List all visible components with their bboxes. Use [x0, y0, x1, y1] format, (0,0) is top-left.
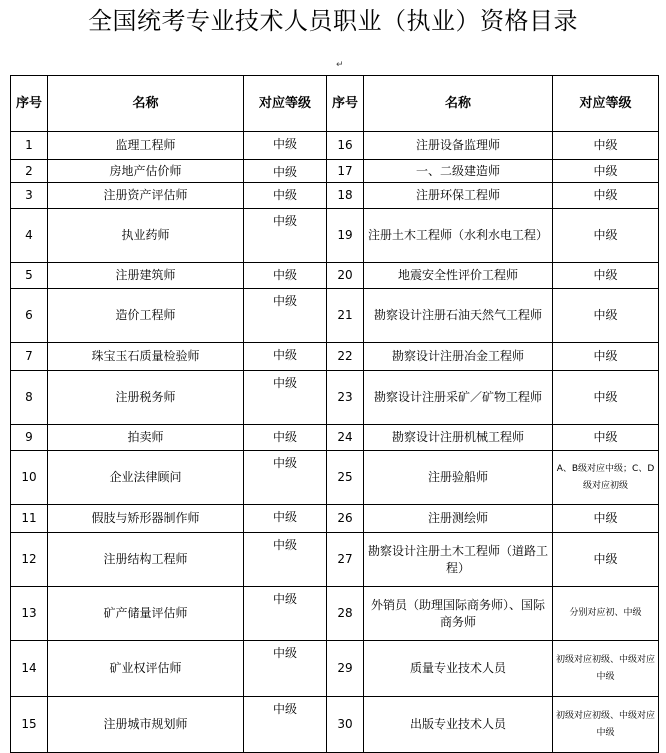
row-number: 22	[327, 343, 364, 371]
level-cell: 中级	[244, 289, 327, 343]
table-row	[11, 160, 659, 183]
level-cell: 中级	[244, 587, 327, 641]
table-row	[11, 183, 659, 209]
qualification-name: 出版专业技术人员	[364, 697, 553, 753]
qualification-name: 矿产储量评估师	[48, 587, 244, 641]
qualification-name: 注册设备监理师	[364, 132, 553, 160]
qualification-name: 勘察设计注册石油天然气工程师	[364, 289, 553, 343]
row-number: 19	[327, 209, 364, 263]
qualification-name: 地震安全性评价工程师	[364, 263, 553, 289]
level-cell: 中级	[244, 263, 327, 289]
level-cell: 中级	[553, 209, 659, 263]
table-row	[11, 641, 659, 697]
row-number: 2	[11, 160, 48, 183]
level-cell: 中级	[244, 371, 327, 425]
table-row	[11, 263, 659, 289]
level-cell: 中级	[553, 160, 659, 183]
qualification-name: 执业药师	[48, 209, 244, 263]
row-number: 18	[327, 183, 364, 209]
level-cell: 中级	[244, 533, 327, 587]
level-cell: 中级	[553, 289, 659, 343]
row-number: 14	[11, 641, 48, 697]
row-number: 7	[11, 343, 48, 371]
row-number: 25	[327, 451, 364, 505]
row-number: 4	[11, 209, 48, 263]
qualification-table	[10, 75, 659, 753]
qualification-name: 造价工程师	[48, 289, 244, 343]
page-title: 全国统考专业技术人员职业（执业）资格目录	[88, 7, 578, 35]
row-number: 29	[327, 641, 364, 697]
qualification-name: 注册税务师	[48, 371, 244, 425]
level-cell: 中级	[553, 132, 659, 160]
level-cell: 中级	[244, 451, 327, 505]
level-cell: 中级	[244, 183, 327, 209]
level-cell: 中级	[553, 533, 659, 587]
table-row	[11, 343, 659, 371]
row-number: 23	[327, 371, 364, 425]
level-cell: 中级	[244, 160, 327, 183]
table-header-row	[11, 76, 659, 132]
row-number: 6	[11, 289, 48, 343]
qualification-name: 注册城市规划师	[48, 697, 244, 753]
level-cell: 中级	[553, 343, 659, 371]
qualification-name: 企业法律顾问	[48, 451, 244, 505]
qualification-name: 假肢与矫形器制作师	[48, 505, 244, 533]
row-number: 16	[327, 132, 364, 160]
level-cell: 初级对应初级、中级对应中级	[553, 697, 659, 753]
table-row	[11, 533, 659, 587]
row-number: 3	[11, 183, 48, 209]
qualification-name: 注册结构工程师	[48, 533, 244, 587]
level-cell: 初级对应初级、中级对应中级	[553, 641, 659, 697]
level-cell: 中级	[553, 505, 659, 533]
level-cell: A、B级对应中级；C、D级对应初级	[553, 451, 659, 505]
qualification-name: 注册测绘师	[364, 505, 553, 533]
level-cell: 中级	[244, 209, 327, 263]
qualification-name: 质量专业技术人员	[364, 641, 553, 697]
row-number: 5	[11, 263, 48, 289]
qualification-name: 注册土木工程师（水利水电工程）	[364, 209, 553, 263]
row-number: 9	[11, 425, 48, 451]
qualification-name: 拍卖师	[48, 425, 244, 451]
qualification-name: 注册验船师	[364, 451, 553, 505]
qualification-name: 注册环保工程师	[364, 183, 553, 209]
row-number: 26	[327, 505, 364, 533]
table-row	[11, 425, 659, 451]
level-cell: 分别对应初、中级	[553, 587, 659, 641]
table-row	[11, 371, 659, 425]
qualification-name: 矿业权评估师	[48, 641, 244, 697]
qualification-name: 勘察设计注册土木工程师（道路工程）	[364, 533, 553, 587]
qualification-name: 房地产估价师	[48, 160, 244, 183]
table-row	[11, 289, 659, 343]
qualification-name: 注册资产评估师	[48, 183, 244, 209]
row-number: 24	[327, 425, 364, 451]
level-cell: 中级	[244, 132, 327, 160]
level-cell: 中级	[244, 641, 327, 697]
row-number: 21	[327, 289, 364, 343]
paragraph-mark: ↵	[336, 60, 344, 70]
table-row	[11, 587, 659, 641]
table-row	[11, 451, 659, 505]
table-row	[11, 505, 659, 533]
row-number: 28	[327, 587, 364, 641]
qualification-name: 勘察设计注册机械工程师	[364, 425, 553, 451]
row-number: 27	[327, 533, 364, 587]
row-number: 11	[11, 505, 48, 533]
row-number: 12	[11, 533, 48, 587]
row-number: 8	[11, 371, 48, 425]
table-row	[11, 697, 659, 753]
row-number: 20	[327, 263, 364, 289]
level-cell: 中级	[244, 425, 327, 451]
level-cell: 中级	[244, 505, 327, 533]
row-number: 15	[11, 697, 48, 753]
header-level: 对应等级	[244, 76, 327, 132]
row-number: 1	[11, 132, 48, 160]
table-row	[11, 209, 659, 263]
level-cell: 中级	[553, 263, 659, 289]
header-no: 序号	[327, 76, 364, 132]
qualification-name: 一、二级建造师	[364, 160, 553, 183]
header-level: 对应等级	[553, 76, 659, 132]
row-number: 10	[11, 451, 48, 505]
header-name: 名称	[48, 76, 244, 132]
header-no: 序号	[11, 76, 48, 132]
level-cell: 中级	[553, 183, 659, 209]
row-number: 13	[11, 587, 48, 641]
level-cell: 中级	[244, 697, 327, 753]
level-cell: 中级	[553, 371, 659, 425]
qualification-name: 勘察设计注册采矿／矿物工程师	[364, 371, 553, 425]
level-cell: 中级	[553, 425, 659, 451]
qualification-name: 外销员（助理国际商务师）、国际商务师	[364, 587, 553, 641]
qualification-name: 监理工程师	[48, 132, 244, 160]
table-row	[11, 132, 659, 160]
level-cell: 中级	[244, 343, 327, 371]
row-number: 30	[327, 697, 364, 753]
qualification-name: 勘察设计注册冶金工程师	[364, 343, 553, 371]
header-name: 名称	[364, 76, 553, 132]
qualification-name: 珠宝玉石质量检验师	[48, 343, 244, 371]
qualification-name: 注册建筑师	[48, 263, 244, 289]
row-number: 17	[327, 160, 364, 183]
